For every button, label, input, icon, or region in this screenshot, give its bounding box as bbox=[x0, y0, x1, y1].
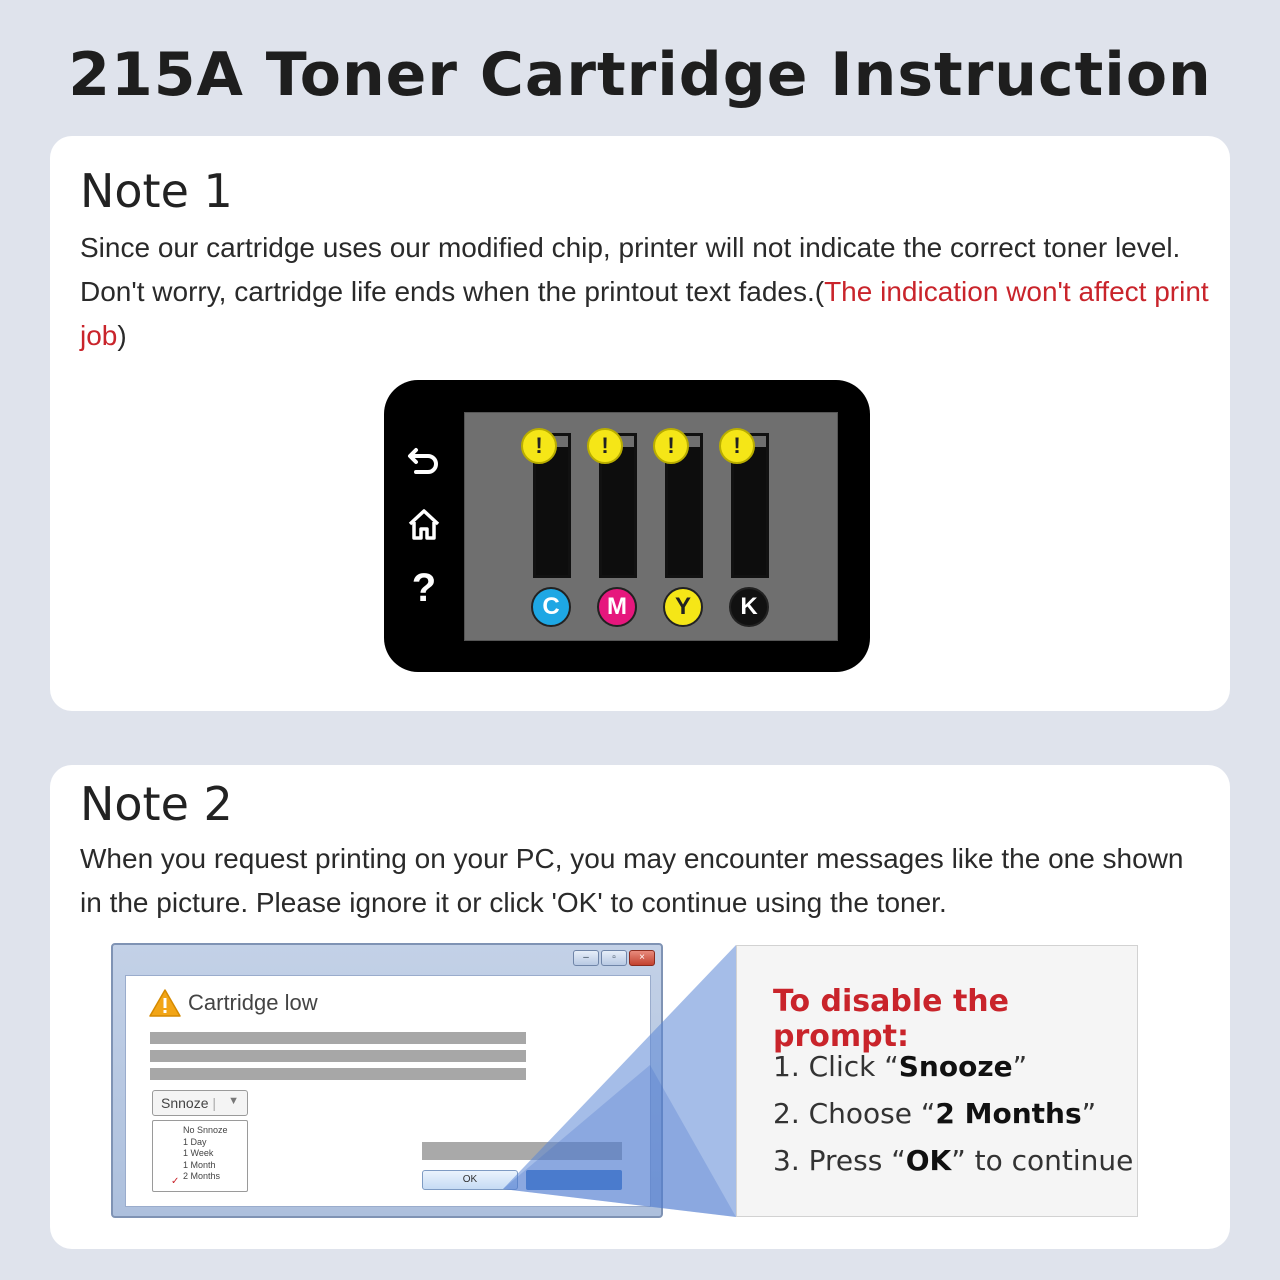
minimize-button[interactable]: – bbox=[573, 950, 599, 966]
prompt-step-3 bbox=[773, 1144, 1133, 1177]
back-arrow-icon[interactable] bbox=[402, 438, 446, 482]
warning-icon: ! bbox=[521, 428, 557, 464]
prompt-step-2 bbox=[773, 1097, 1096, 1130]
prompt-step-1 bbox=[773, 1050, 1027, 1083]
step-text: ” bbox=[1081, 1097, 1097, 1130]
step-keyword: OK bbox=[905, 1144, 952, 1177]
snooze-dropdown[interactable]: Snnoze | ▼ bbox=[152, 1090, 248, 1116]
snooze-option-selected[interactable]: 2 Months bbox=[183, 1171, 221, 1181]
step-text: ” to continue bbox=[951, 1144, 1134, 1177]
close-button[interactable]: × bbox=[629, 950, 655, 966]
snooze-option[interactable]: 1 Week bbox=[183, 1148, 214, 1158]
toner-level-fill bbox=[734, 447, 766, 575]
toner-level-fill bbox=[602, 447, 634, 575]
prompt-title: To disable the prompt: bbox=[773, 984, 1009, 1054]
color-label-k: K bbox=[729, 587, 769, 627]
note-1-end: ) bbox=[117, 320, 127, 351]
toner-level-fill bbox=[536, 447, 568, 575]
color-label-c: C bbox=[531, 587, 571, 627]
snooze-option[interactable]: 1 Day bbox=[183, 1136, 207, 1147]
step-text: 3. Press “ bbox=[773, 1144, 906, 1177]
note-2-card bbox=[50, 765, 1230, 1249]
checkmark-icon: ✓ bbox=[171, 1175, 180, 1187]
printer-control-panel bbox=[384, 380, 870, 672]
ok-button[interactable]: OK bbox=[422, 1170, 518, 1190]
snooze-option[interactable]: 1 Month bbox=[183, 1159, 216, 1170]
toner-level-fill bbox=[668, 447, 700, 575]
warning-icon: ! bbox=[653, 428, 689, 464]
chevron-down-icon: ▼ bbox=[228, 1095, 239, 1107]
help-icon[interactable]: ? bbox=[411, 565, 437, 610]
home-icon[interactable] bbox=[402, 502, 446, 546]
note-1-card bbox=[50, 136, 1230, 711]
note-2-heading: Note 2 bbox=[80, 777, 233, 831]
step-keyword: 2 Months bbox=[935, 1097, 1082, 1130]
note-2-body: When you request printing on your PC, you may encounter messages like the one shown in the picture. Please ignore it or click 'OK' to continue using the toner. bbox=[80, 843, 1184, 918]
snooze-option[interactable]: No Snnoze bbox=[183, 1125, 228, 1135]
note-1-heading: Note 1 bbox=[80, 164, 233, 218]
warning-icon: ! bbox=[719, 428, 755, 464]
disable-prompt-panel bbox=[736, 945, 1138, 1217]
step-text: 1. Click “ bbox=[773, 1050, 899, 1083]
snooze-dropdown-label: Snnoze bbox=[161, 1095, 209, 1111]
page-title: 215A Toner Cartridge Instruction bbox=[68, 40, 1212, 110]
maximize-button[interactable]: ▫ bbox=[601, 950, 627, 966]
step-text: 2. Choose “ bbox=[773, 1097, 936, 1130]
step-keyword: Snooze bbox=[898, 1050, 1013, 1083]
warning-icon: ! bbox=[587, 428, 623, 464]
step-text: ” bbox=[1012, 1050, 1028, 1083]
note-1-highlight: The indication won't affect print job bbox=[80, 276, 1209, 351]
dialog-message: Cartridge low bbox=[188, 990, 318, 1015]
color-label-m: M bbox=[597, 587, 637, 627]
note-1-text: Since our cartridge uses our modified chip, printer will not indicate the correct toner level. Don't worry, cartridge life ends when the printout text fades.( bbox=[80, 232, 1181, 307]
color-label-y: Y bbox=[663, 587, 703, 627]
note-1-body bbox=[80, 226, 1210, 358]
toner-level-screen bbox=[464, 412, 838, 641]
